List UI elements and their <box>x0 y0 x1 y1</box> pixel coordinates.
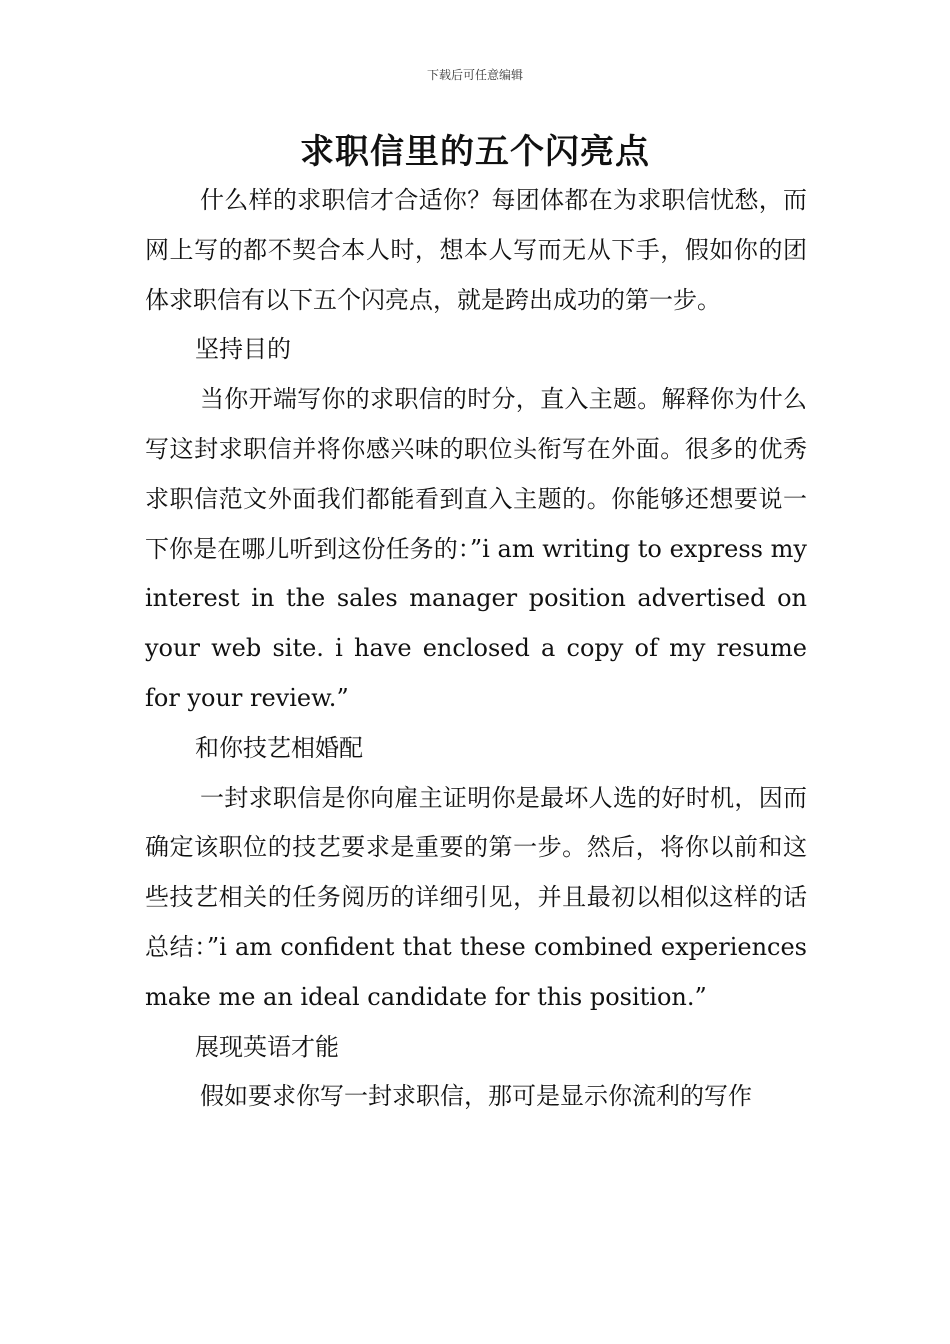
section-heading: 和你技艺相婚配 <box>195 733 363 762</box>
document-body <box>145 176 807 1122</box>
header-note: 下载后可任意编辑 <box>426 68 523 82</box>
body-paragraph: 一封求职信是你向雇主证明你是最坏人选的好时机，因而确定该职位的技艺要求是重要的第一步。然后，将你以前和这些技艺相关的任务阅历的详细引见，并且最初以相似这样的话总结：”i am confident that these combined experiences make me an ideal candidate for this position.” <box>145 783 807 1011</box>
section-heading: 展现英语才能 <box>195 1032 339 1061</box>
body-paragraph: 当你开端写你的求职信的时分，直入主题。解释你为什么写这封求职信并将你感兴味的职位头衔写在外面。很多的优秀求职信范文外面我们都能看到直入主题的。你能够还想要说一下你是在哪儿听到这份任务的：”i am writing to express my interest in the sales manager position advertised on your web site. i have enclosed a copy of my resume for your review.” <box>145 385 807 712</box>
document-title: 求职信里的五个闪亮点 <box>300 132 650 172</box>
intro-paragraph: 什么样的求职信才合适你？每团体都在为求职信忧愁，而网上写的都不契合本人时，想本人写而无从下手，假如你的团体求职信有以下五个闪亮点，就是跨出成功的第一步。 <box>145 186 807 314</box>
section-heading: 坚持目的 <box>195 335 291 364</box>
body-paragraph: 假如要求你写一封求职信，那可是显示你流利的写作 <box>200 1082 752 1111</box>
